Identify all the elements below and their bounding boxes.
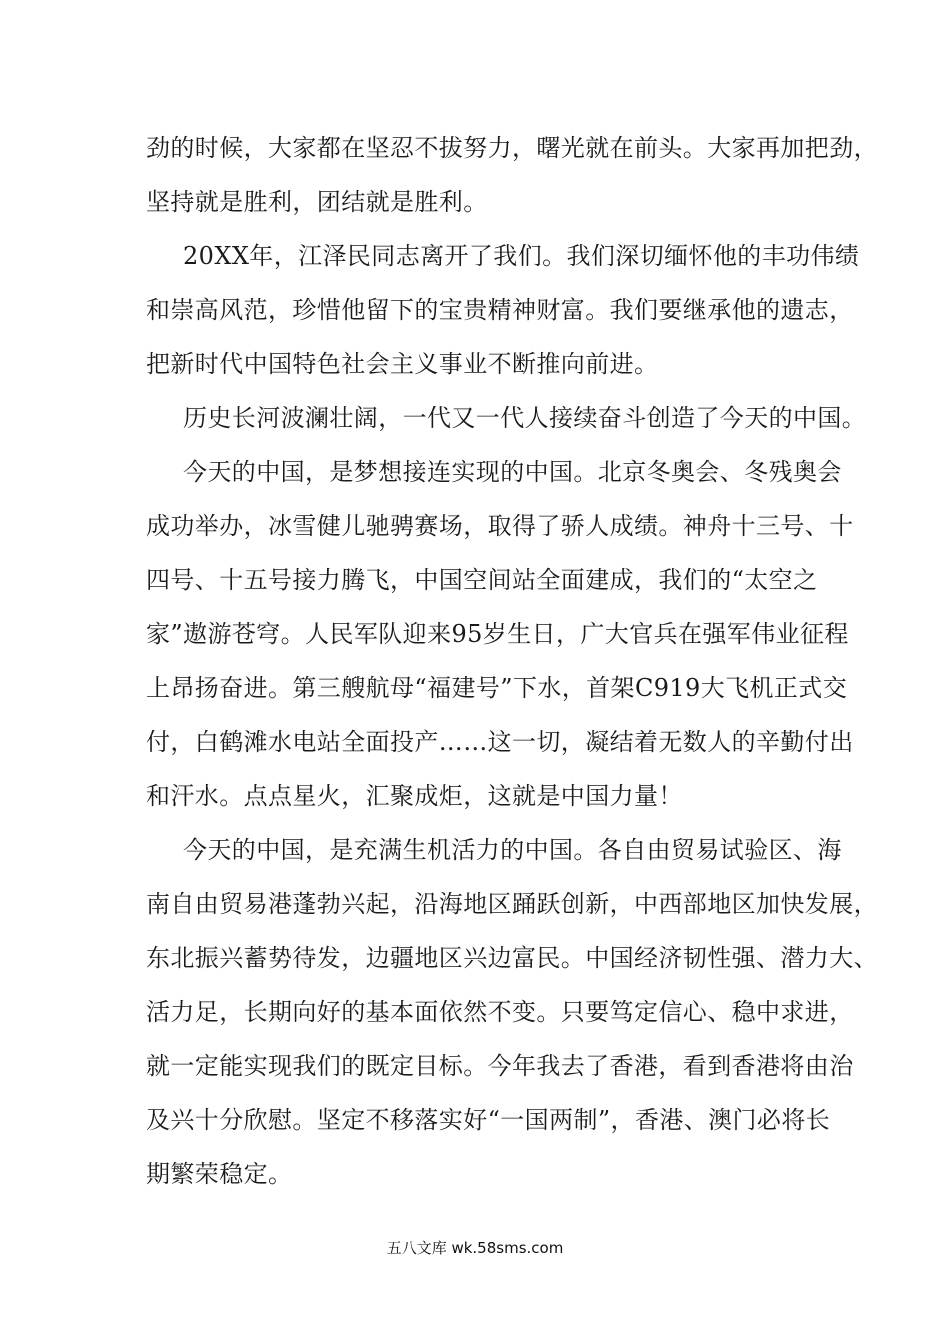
paragraph-line: 成功举办，冰雪健儿驰骋赛场，取得了骄人成绩。神舟十三号、十	[146, 512, 854, 540]
paragraph-line: 今天的中国，是梦想接连实现的中国。北京冬奥会、冬残奥会	[183, 458, 842, 486]
paragraph-line: 上昂扬奋进。第三艘航母“福建号”下水，首架C919大飞机正式交	[146, 674, 848, 702]
paragraph-line: 把新时代中国特色社会主义事业不断推向前进。	[146, 350, 659, 378]
paragraph-line: 期繁荣稳定。	[146, 1160, 293, 1188]
paragraph-line: 历史长河波澜壮阔，一代又一代人接续奋斗创造了今天的中国。	[183, 404, 867, 432]
paragraph-line: 和汗水。点点星火，汇聚成炬，这就是中国力量！	[146, 782, 683, 810]
paragraph-line: 活力足，长期向好的基本面依然不变。只要笃定信心、稳中求进，	[146, 998, 854, 1026]
paragraph-line: 及兴十分欣慰。坚定不移落实好“一国两制”，香港、澳门必将长	[146, 1106, 831, 1134]
paragraph-line: 南自由贸易港蓬勃兴起，沿海地区踊跃创新，中西部地区加快发展，	[146, 890, 878, 918]
paragraph-line: 和崇高风范，珍惜他留下的宝贵精神财富。我们要继承他的遗志，	[146, 296, 854, 324]
paragraph-line: 东北振兴蓄势待发，边疆地区兴边富民。中国经济韧性强、潜力大、	[146, 944, 878, 972]
paragraph-line: 坚持就是胜利，团结就是胜利。	[146, 188, 488, 216]
paragraph-line: 今天的中国，是充满生机活力的中国。各自由贸易试验区、海	[183, 836, 842, 864]
paragraph-line: 就一定能实现我们的既定目标。今年我去了香港，看到香港将由治	[146, 1052, 854, 1080]
page-footer: 五八文库 wk.58sms.com	[386, 1239, 564, 1257]
paragraph-line: 四号、十五号接力腾飞，中国空间站全面建成，我们的“太空之	[146, 566, 818, 594]
paragraph-line: 20XX年，江泽民同志离开了我们。我们深切缅怀他的丰功伟绩	[183, 242, 860, 270]
paragraph-line: 家”遨游苍穹。人民军队迎来95岁生日，广大官兵在强军伟业征程	[146, 620, 849, 648]
paragraph-line: 劲的时候，大家都在坚忍不拔努力，曙光就在前头。大家再加把劲，	[146, 134, 878, 162]
paragraph-line: 付，白鹤滩水电站全面投产……这一切，凝结着无数人的辛勤付出	[146, 728, 854, 756]
